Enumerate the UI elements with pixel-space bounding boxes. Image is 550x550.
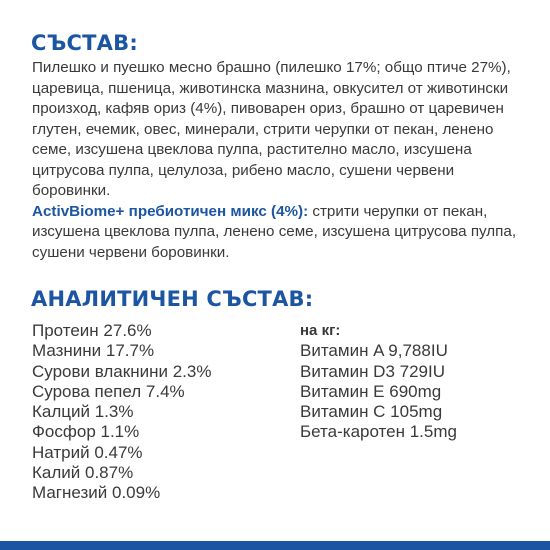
nutrient-item: Магнезий 0.09% [32, 483, 161, 503]
nutrient-item: Протеин 27.6% [32, 321, 152, 340]
analytical-title: АНАЛИТИЧЕН СЪСТАВ: [31, 287, 314, 311]
nutrient-item: Сурова пепел 7.4% [32, 381, 185, 401]
vitamin-item: Витамин D3 729IU [300, 361, 445, 381]
prebiotic-text: стрити черупки от пекан, изсушена цвеклова пулпа, ленено семе, изсушена цитрусова пулпа, сушени червени боровинки. [32, 202, 517, 261]
nutrient-item: Калий 0.87% [32, 463, 134, 483]
nutrient-list [32, 321, 211, 504]
composition-title: СЪСТАВ: [31, 31, 138, 55]
bottom-accent-bar [0, 541, 550, 550]
prebiotic-label: ActivBiome+ пребиотичен микс (4%): [32, 202, 309, 220]
per-kg-label: на кг: [300, 322, 341, 339]
composition-body [32, 58, 532, 263]
vitamin-item: Витамин C 105mg [300, 402, 443, 422]
vitamin-item: Витамин E 690mg [300, 381, 442, 401]
composition-text: Пилешко и пуешко месно брашно (пилешко 17%; общо птиче 27%), царевица, пшеница, животинска мазнина, овкусител от животински произход, кафяв ориз (4%), пивоварен ориз, брашно от царевичен глутен, ечемик, овес, минерали, стрити черупки от пекан, ленено семе, изсушена цвеклова пулпа, растително масло, изсушена цитрусова пулпа, целулоза, рибено масло, сушени червени боровинки. [32, 59, 511, 199]
nutrient-item: Калций 1.3% [32, 402, 134, 422]
nutrient-item: Сурови влакнини 2.3% [32, 361, 212, 381]
nutrient-item: Натрий 0.47% [32, 442, 143, 462]
nutrient-item: Мазнини 17.7% [32, 341, 155, 361]
vitamin-item: Бета-каротен 1.5mg [300, 422, 457, 442]
vitamin-item: Витамин A 9,788IU [300, 341, 448, 361]
nutrient-item: Фосфор 1.1% [32, 422, 140, 442]
prebiotic-paragraph [32, 202, 532, 264]
vitamin-list [300, 321, 457, 443]
